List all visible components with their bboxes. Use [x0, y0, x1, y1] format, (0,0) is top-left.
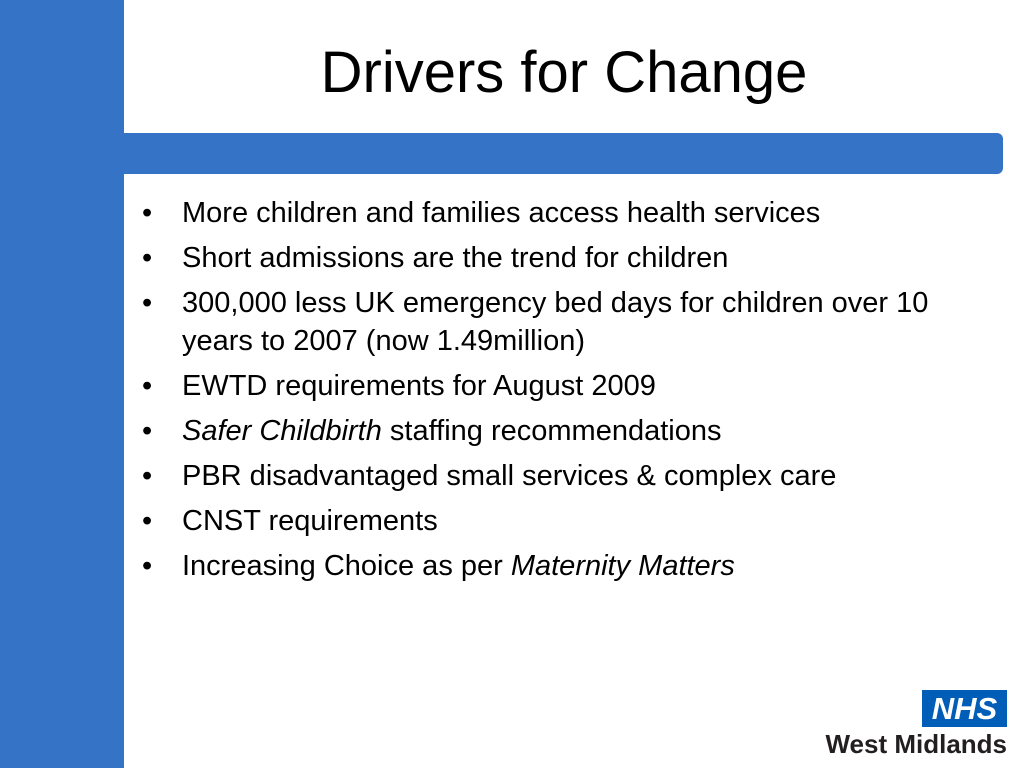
bullet-text-italic: Safer Childbirth — [182, 415, 382, 447]
bullet-item — [142, 367, 1002, 405]
bullet-item — [142, 412, 1002, 450]
bullet-item — [142, 502, 1002, 540]
bullet-text-italic: Maternity Matters — [510, 550, 735, 582]
bullet-item — [142, 457, 1002, 495]
bullet-text: CNST requirements — [182, 505, 438, 537]
bullet-text: staffing recommendations — [381, 415, 722, 447]
bullet-list — [142, 194, 1002, 592]
bullet-marker: • — [142, 505, 153, 537]
nhs-logo-text: NHS — [931, 691, 998, 726]
bullet-text: More children and families access health services — [182, 197, 821, 229]
bullet-marker: • — [142, 415, 153, 447]
bullet-item — [142, 194, 1002, 232]
bullet-marker: • — [142, 550, 153, 582]
nhs-region-name: West Midlands — [825, 729, 1007, 759]
bullet-marker: • — [142, 287, 153, 319]
title-underline-bar — [124, 133, 1003, 174]
bullet-item — [142, 547, 1002, 585]
nhs-west-midlands-logo — [807, 690, 1007, 760]
left-accent-bar — [0, 0, 124, 768]
bullet-marker: • — [142, 460, 153, 492]
bullet-text: EWTD requirements for August 2009 — [182, 370, 656, 402]
slide-title: Drivers for Change — [320, 40, 808, 105]
bullet-text: Short admissions are the trend for children — [182, 242, 729, 274]
bullet-marker: • — [142, 197, 153, 229]
bullet-text: 300,000 less UK emergency bed days for children over 10 years to 2007 (now 1.49million) — [182, 287, 929, 357]
bullet-marker: • — [142, 242, 153, 274]
bullet-item — [142, 284, 1002, 360]
bullet-item — [142, 239, 1002, 277]
bullet-text: Increasing Choice as per — [182, 550, 511, 582]
bullet-marker: • — [142, 370, 153, 402]
bullet-text: PBR disadvantaged small services & complex care — [182, 460, 837, 492]
